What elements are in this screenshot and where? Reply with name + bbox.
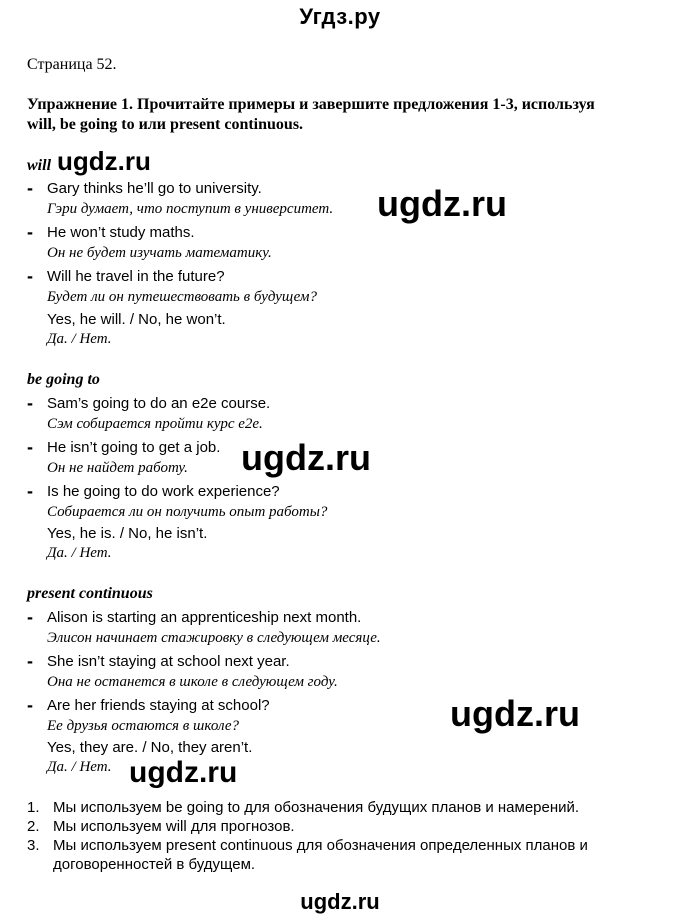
page-label: Страница 52. — [27, 56, 117, 73]
english-sentence: Gary thinks he’ll go to university. — [47, 180, 262, 197]
answer-russian: Да. / Нет. — [47, 759, 112, 775]
dash-bullet: - — [27, 222, 33, 242]
russian-translation: Он не найдет работу. — [47, 460, 188, 476]
site-title: Угдз.ру — [299, 4, 381, 29]
section-title-present-continuous: present continuous — [27, 585, 153, 602]
russian-translation: Она не останется в школе в следующем году. — [47, 674, 338, 690]
rule-text: Мы используем be going to для обозначения будущих планов и намерений. — [53, 799, 580, 816]
rule-text: Мы используем will для прогнозов. — [53, 818, 295, 835]
task-text: Упражнение 1. Прочитайте примеры и завершите предложения 1-3, используя will, be going to или present continuous. — [27, 96, 595, 133]
dash-bullet: - — [27, 437, 33, 457]
rule-number: 2. — [27, 818, 40, 835]
rule-number: 1. — [27, 799, 40, 816]
english-sentence: Are her friends staying at school? — [47, 697, 270, 714]
watermark: ugdz.ru — [377, 183, 507, 224]
answer-english: Yes, he is. / No, he isn’t. — [47, 525, 208, 542]
russian-translation: Элисон начинает стажировку в следующем месяце. — [47, 630, 381, 646]
rules-list — [27, 798, 647, 874]
dash-bullet: - — [27, 607, 33, 627]
rule-item — [27, 836, 647, 874]
rule-text: Мы используем present continuous для обозначения определенных планов и договоренностей в будущем. — [53, 837, 588, 873]
russian-translation: Собирается ли он получить опыт работы? — [47, 504, 328, 520]
watermark: ugdz.ru — [57, 146, 151, 176]
watermark: ugdz.ru — [241, 437, 371, 478]
russian-translation: Он не будет изучать математику. — [47, 245, 272, 261]
dash-bullet: - — [27, 695, 33, 715]
english-sentence: Alison is starting an apprenticeship next month. — [47, 609, 362, 626]
dash-bullet: - — [27, 178, 33, 198]
dash-bullet: - — [27, 266, 33, 286]
english-sentence: She isn’t staying at school next year. — [47, 653, 290, 670]
answer-russian: Да. / Нет. — [47, 331, 112, 347]
dash-bullet: - — [27, 481, 33, 501]
watermark: ugdz.ru — [129, 756, 238, 789]
rule-item — [27, 798, 647, 817]
answer-english: Yes, he will. / No, he won’t. — [47, 311, 226, 328]
english-sentence: Sam’s going to do an e2e course. — [47, 395, 271, 412]
english-sentence: Is he going to do work experience? — [47, 483, 280, 500]
rule-number: 3. — [27, 837, 40, 854]
answer-russian: Да. / Нет. — [47, 545, 112, 561]
russian-translation: Ее друзья остаются в школе? — [47, 718, 240, 734]
english-sentence: He isn’t going to get a job. — [47, 439, 221, 456]
section-title-be-going-to: be going to — [27, 371, 100, 388]
russian-translation: Будет ли он путешествовать в будущем? — [47, 289, 317, 305]
dash-bullet: - — [27, 651, 33, 671]
section-title-will: will — [27, 157, 52, 174]
english-sentence: Will he travel in the future? — [47, 268, 225, 285]
russian-translation: Гэри думает, что поступит в университет. — [47, 201, 334, 217]
rule-item — [27, 817, 647, 836]
watermark: ugdz.ru — [300, 889, 380, 914]
answer-english: Yes, they are. / No, they aren’t. — [47, 739, 253, 756]
english-sentence: He won’t study maths. — [47, 224, 195, 241]
dash-bullet: - — [27, 393, 33, 413]
russian-translation: Сэм собирается пройти курс e2e. — [47, 416, 263, 432]
watermark: ugdz.ru — [450, 693, 580, 734]
